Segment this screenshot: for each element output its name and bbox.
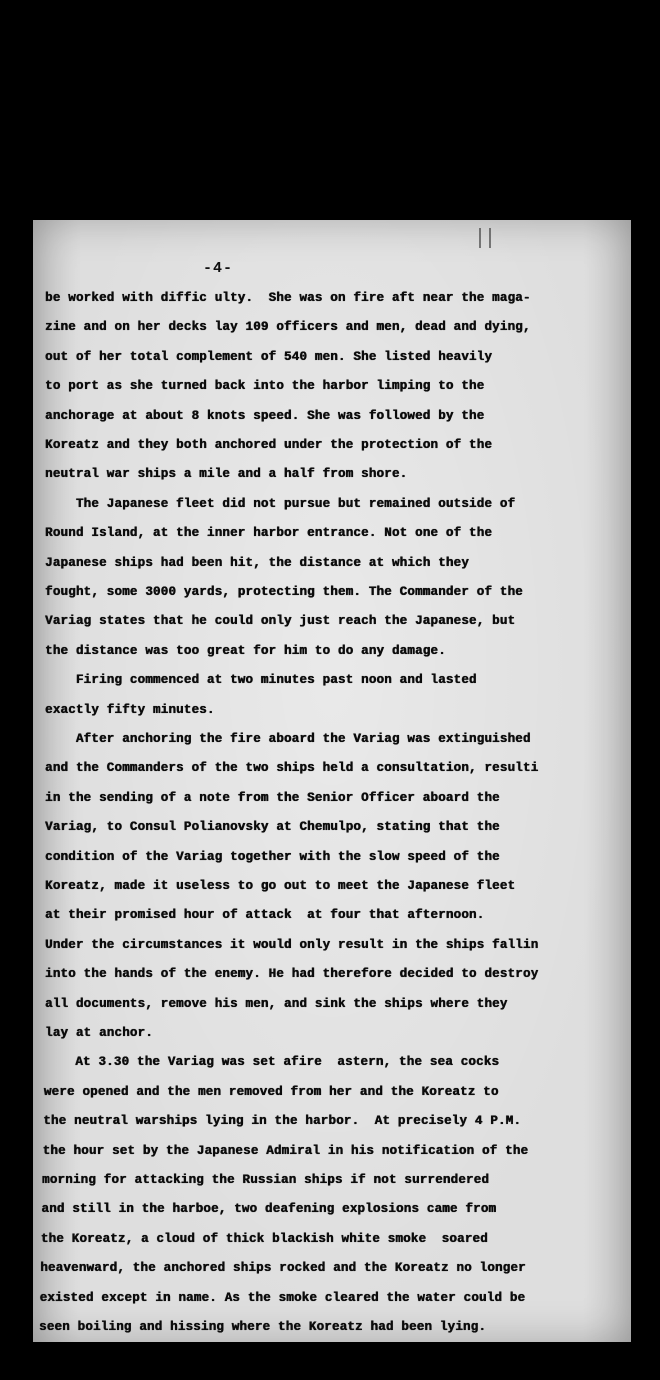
text-line: be worked with diffic ulty. She was on fire aft near the maga- bbox=[45, 291, 531, 305]
text-line: neutral war ships a mile and a half from shore. bbox=[45, 467, 408, 482]
text-line: heavenward, the anchored ships rocked and the Koreatz no longer bbox=[40, 1261, 526, 1276]
text-line: into the hands of the enemy. He had therefore decided to destroy bbox=[45, 967, 539, 982]
text-line: anchorage at about 8 knots speed. She was followed by the bbox=[45, 408, 485, 423]
text-line: the neutral warships lying in the harbor. At precisely 4 P.M. bbox=[43, 1114, 522, 1129]
text-line: At 3.30 the Variag was set afire astern, the sea cocks bbox=[44, 1055, 500, 1070]
text-line: out of her total complement of 540 men. She listed heavily bbox=[45, 349, 493, 364]
text-line: were opened and the men removed from her and the Koreatz to bbox=[43, 1084, 499, 1099]
text-line: Koreatz, made it useless to go out to meet the Japanese fleet bbox=[45, 879, 516, 893]
text-line: at their promised hour of attack at four that afternoon. bbox=[45, 908, 485, 923]
text-line: and still in the harboe, two deafening explosions came from bbox=[41, 1202, 497, 1217]
text-line: morning for attacking the Russian ships if not surrendered bbox=[42, 1173, 490, 1187]
text-line: and the Commanders of the two ships held a consultation, resulti bbox=[45, 761, 539, 776]
text-line: Firing commenced at two minutes past noon and lasted bbox=[45, 673, 477, 688]
text-line: the hour set by the Japanese Admiral in his notification of the bbox=[42, 1143, 529, 1158]
text-line: After anchoring the fire aboard the Variag was extinguished bbox=[45, 732, 531, 746]
text-line: seen boiling and hissing where the Koreatz had been lying. bbox=[39, 1320, 487, 1334]
text-line: Japanese ships had been hit, the distance at which they bbox=[45, 555, 469, 570]
text-line: in the sending of a note from the Senior Officer aboard the bbox=[45, 790, 500, 805]
edge-mark bbox=[479, 228, 491, 248]
text-line: Under the circumstances it would only result in the ships fallin bbox=[45, 937, 539, 952]
text-line: condition of the Variag together with the slow speed of the bbox=[45, 849, 500, 864]
text-line: all documents, remove his men, and sink the ships where they bbox=[45, 996, 508, 1011]
text-line: zine and on her decks lay 109 officers and men, dead and dying, bbox=[45, 320, 531, 335]
text-line: fought, some 3000 yards, protecting them. The Commander of the bbox=[45, 585, 523, 599]
text-line: the Koreatz, a cloud of thick blackish white smoke soared bbox=[40, 1231, 488, 1246]
text-line: The Japanese fleet did not pursue but remained outside of bbox=[45, 496, 516, 511]
page-number: -4- bbox=[203, 260, 234, 277]
text-line: Variag, to Consul Polianovsky at Chemulpo, stating that the bbox=[45, 820, 500, 835]
text-line: existed except in name. As the smoke cleared the water could be bbox=[39, 1290, 526, 1305]
text-line: exactly fifty minutes. bbox=[45, 702, 215, 717]
text-line: Round Island, at the inner harbor entrance. Not one of the bbox=[45, 526, 493, 541]
text-line: lay at anchor. bbox=[45, 1026, 153, 1040]
text-line: Koreatz and they both anchored under the protection of the bbox=[45, 438, 493, 452]
text-line: Variag states that he could only just reach the Japanese, but bbox=[45, 614, 516, 629]
text-line: the distance was too great for him to do any damage. bbox=[45, 643, 446, 658]
typewritten-page bbox=[33, 220, 631, 1342]
text-line: to port as she turned back into the harbor limping to the bbox=[45, 379, 485, 394]
